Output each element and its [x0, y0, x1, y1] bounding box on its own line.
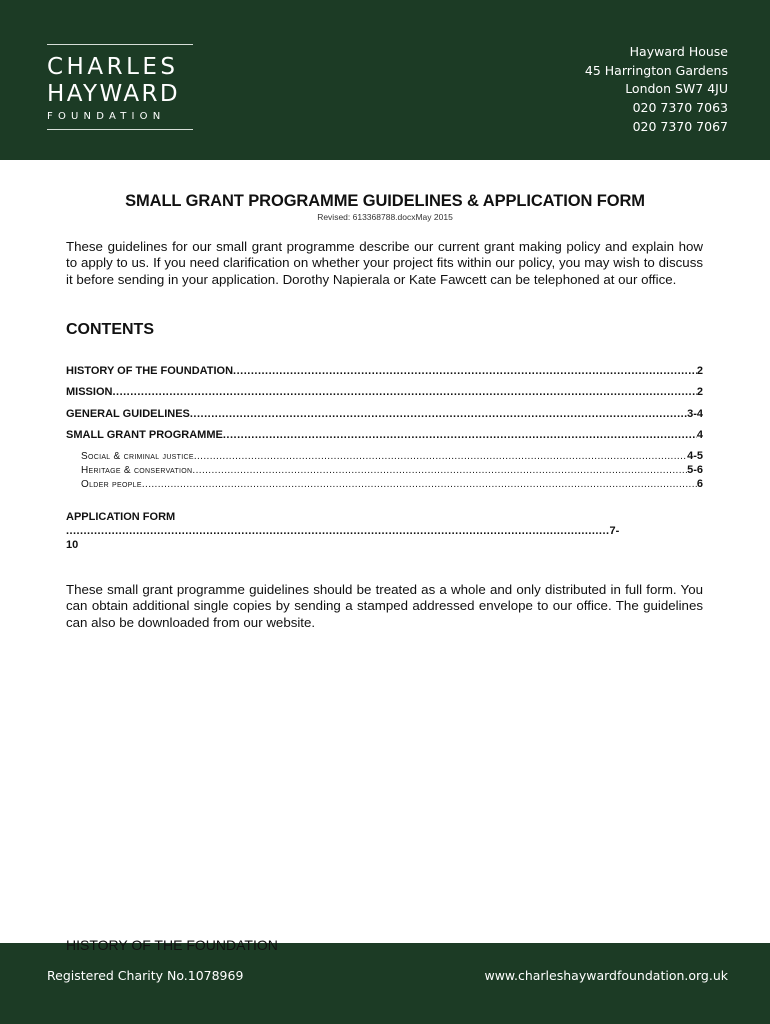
toc-page-start: 7- [609, 525, 620, 537]
toc-sub-page: 5-6 [687, 464, 703, 476]
toc-leader [194, 451, 687, 462]
distribution-paragraph: These small grant programme guidelines should be treated as a whole and only distributed in full form. You can obtain additional single copies by sending a stamped addressed envelope to our office. The guidelines can also be downloaded from our website. [66, 582, 703, 630]
toc-entry-application-form[interactable] [66, 510, 696, 552]
contact-address [585, 43, 728, 137]
toc-entry-mission[interactable] [66, 386, 703, 398]
foundation-logo [47, 44, 193, 130]
toc-subentry-social-justice[interactable] [81, 450, 703, 462]
toc-leader [192, 465, 687, 476]
logo-top-rule [47, 44, 193, 45]
address-street: 45 Harrington Gardens [584, 62, 728, 78]
phone-number-1: 020 7370 7063 [632, 100, 728, 116]
toc-subentry-older-people[interactable] [81, 478, 703, 490]
logo-line-foundation: FOUNDATION [47, 111, 166, 122]
revision-note: Revised: 613368788.docxMay 2015 [317, 212, 453, 222]
logo-line-charles: CHARLES [47, 54, 179, 80]
toc-sub-page: 6 [696, 478, 703, 490]
overflow-section-heading: HISTORY OF THE FOUNDATION [66, 937, 278, 953]
toc-entry-history[interactable] [66, 365, 703, 377]
toc-sub-label: Social & criminal justice [81, 451, 194, 462]
toc-leader [190, 408, 687, 420]
contents-heading: CONTENTS [66, 321, 154, 338]
toc-subentry-heritage[interactable] [81, 464, 703, 476]
toc-page: 4 [696, 429, 703, 441]
toc-sub-page: 4-5 [687, 450, 703, 462]
toc-page-end: 10 [66, 539, 79, 551]
phone-number-2: 020 7370 7067 [632, 118, 728, 134]
toc-sub-label: Older people [81, 479, 142, 490]
toc-leader [112, 386, 696, 398]
toc-page: 2 [696, 386, 703, 398]
toc-leader [233, 365, 697, 377]
toc-leader [66, 525, 609, 537]
toc-leader [223, 429, 697, 441]
toc-label: HISTORY OF THE FOUNDATION [66, 365, 234, 377]
website-link[interactable]: www.charleshaywardfoundation.org.uk [484, 968, 728, 983]
letterhead-banner [0, 0, 770, 160]
intro-paragraph: These guidelines for our small grant programme describe our current grant making policy and explain how to apply to us. If you need clarification on whether your project fits within our policy, you may wish to discuss it before sending in your application. Dorothy Napierala or Kate Fawcett can be telephoned at our office. [66, 239, 703, 287]
toc-label: APPLICATION FORM [66, 511, 176, 523]
address-city-postcode: London SW7 4JU [625, 81, 728, 97]
toc-label: MISSION [66, 386, 113, 398]
address-building: Hayward House [629, 44, 728, 59]
document-title: SMALL GRANT PROGRAMME GUIDELINES & APPLICATION FORM [125, 192, 645, 210]
toc-label: GENERAL GUIDELINES [66, 408, 190, 420]
toc-page: 3-4 [687, 408, 703, 420]
footer-banner [0, 943, 770, 1024]
toc-sub-label: Heritage & conservation [81, 465, 193, 476]
charity-number: Registered Charity No.1078969 [47, 968, 244, 983]
logo-line-hayward: HAYWARD [47, 81, 181, 107]
toc-page: 2 [696, 365, 703, 377]
logo-bottom-rule [47, 129, 193, 130]
toc-entry-general-guidelines[interactable] [66, 408, 703, 420]
toc-label: SMALL GRANT PROGRAMME [66, 429, 223, 441]
toc-leader [142, 479, 697, 490]
toc-entry-small-grant-programme[interactable] [66, 429, 703, 441]
